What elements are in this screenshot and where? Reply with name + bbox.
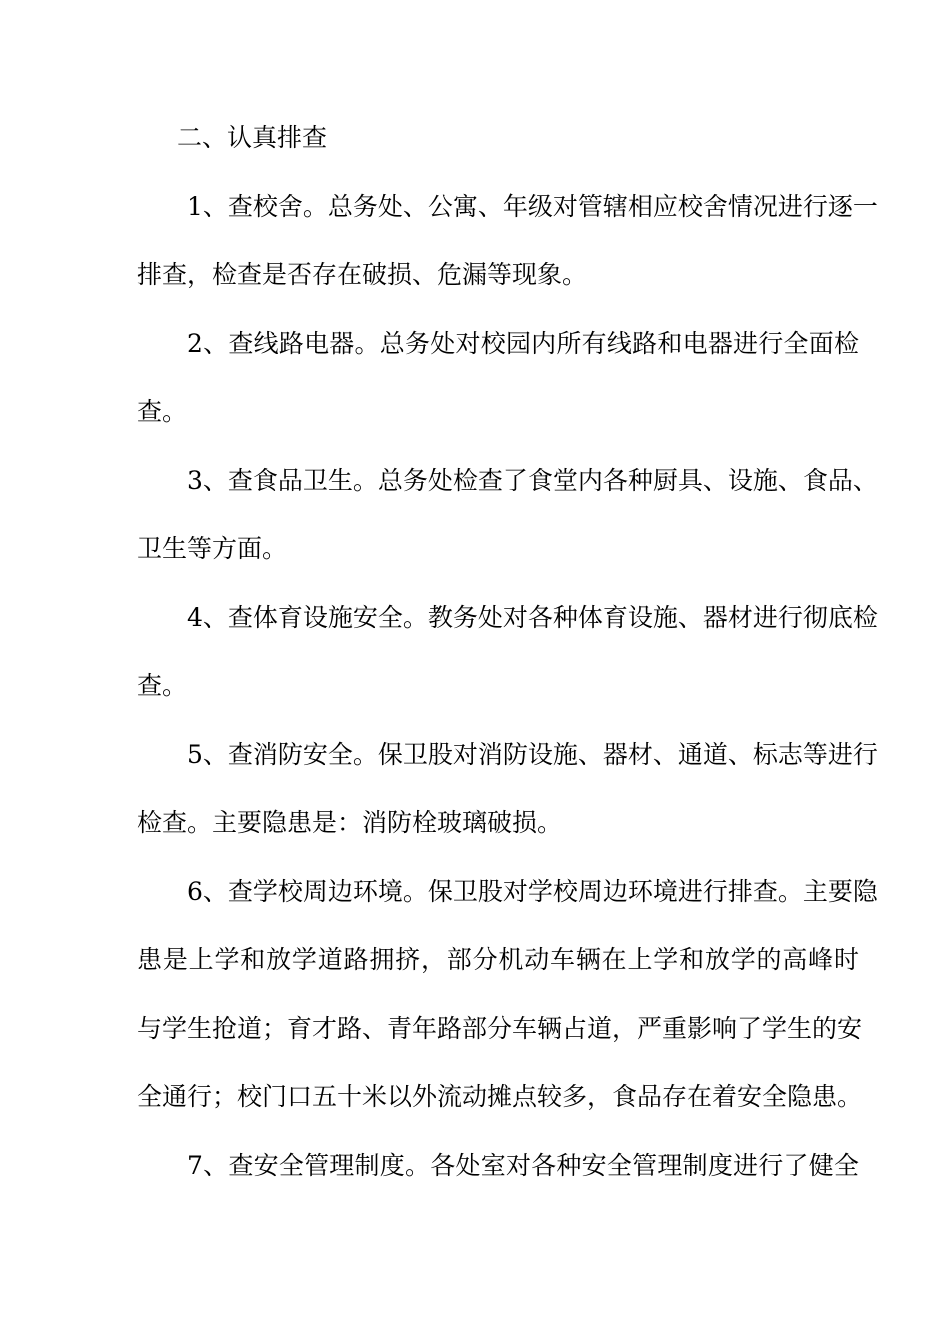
text-line: 检查。主要隐患是：消防栓玻璃破损。 [137, 808, 563, 837]
inspection-item-3 [137, 447, 878, 584]
document-page [137, 104, 878, 1200]
text-line: 排查，检查是否存在破损、危漏等现象。 [137, 260, 588, 289]
text-line: 6、查学校周边环境。保卫股对学校周边环境进行排查。主要隐 [187, 876, 878, 906]
inspection-item-5 [137, 721, 878, 858]
text-line: 7、查安全管理制度。各处室对各种安全管理制度进行了健全 [187, 1150, 859, 1180]
inspection-item-7 [137, 1132, 859, 1201]
text-line: 患是上学和放学道路拥挤，部分机动车辆在上学和放学的高峰时 [137, 945, 859, 974]
text-line: 5、查消防安全。保卫股对消防设施、器材、通道、标志等进行 [187, 739, 878, 769]
inspection-item-1 [137, 173, 878, 310]
inspection-item-2 [137, 310, 859, 447]
text-line: 1、查校舍。总务处、公寓、年级对管辖相应校舍情况进行逐一 [187, 191, 878, 221]
text-line: 查。 [137, 671, 188, 700]
text-line: 查。 [137, 397, 188, 426]
text-line: 2、查线路电器。总务处对校园内所有线路和电器进行全面检 [187, 328, 859, 358]
text-line: 3、查食品卫生。总务处检查了食堂内各种厨具、设施、食品、 [187, 465, 878, 495]
inspection-item-6 [137, 858, 878, 1132]
inspection-item-4 [137, 584, 878, 721]
text-line: 与学生抢道；育才路、青年路部分车辆占道，严重影响了学生的安 [137, 1013, 863, 1043]
section-heading: 二、认真排查 [177, 123, 328, 152]
text-line: 4、查体育设施安全。教务处对各种体育设施、器材进行彻底检 [187, 602, 878, 632]
text-line: 全通行；校门口五十米以外流动摊点较多，食品存在着安全隐患。 [137, 1082, 863, 1111]
text-line: 卫生等方面。 [137, 534, 288, 563]
